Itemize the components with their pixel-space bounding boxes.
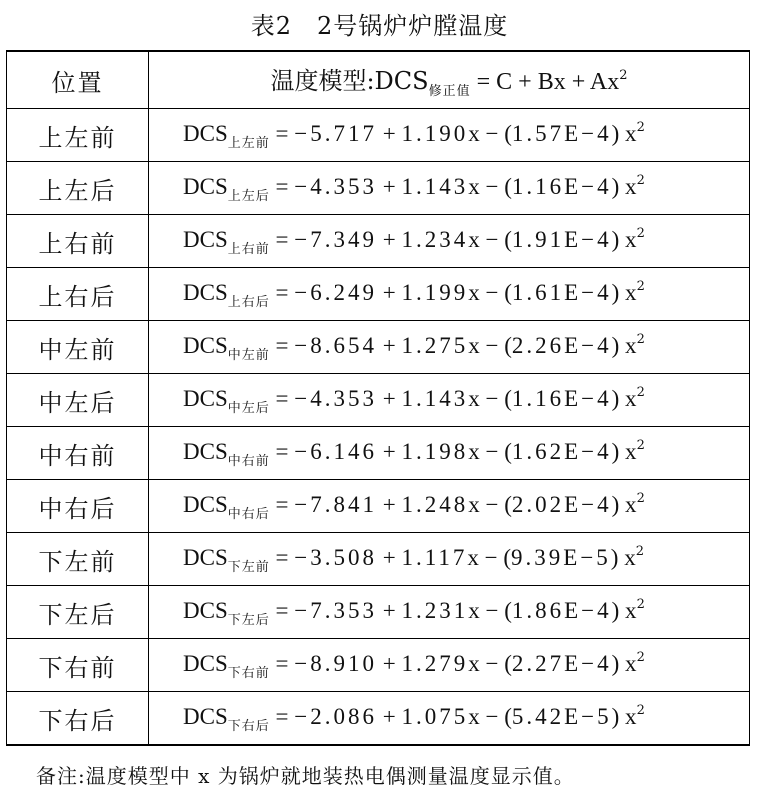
header-model [149, 51, 750, 109]
formula-b: 1.198 [401, 438, 469, 464]
formula-exponent: 2 [636, 649, 645, 665]
row-formula [149, 692, 750, 746]
formula-subscript: 上左后 [227, 188, 270, 204]
formula-subscript: 中左后 [227, 400, 270, 416]
formula-eq: = [269, 279, 295, 305]
header-model-formula: = C + Bx + Ax [470, 69, 620, 95]
formula-x2: ) x [611, 438, 637, 464]
formula-eq: = [269, 332, 295, 358]
row-formula [149, 374, 750, 427]
formula-a: 5.42E−5 [511, 703, 612, 729]
formula-dcs: DCS [183, 597, 228, 623]
row-position: 中右后 [7, 480, 149, 533]
formula-exponent: 2 [635, 543, 644, 559]
formula-eq: = [269, 120, 295, 146]
formula-subscript: 下右后 [227, 718, 270, 734]
row-position: 下左前 [7, 533, 149, 586]
formula-eq: = [269, 438, 295, 464]
header-model-exponent: 2 [619, 68, 628, 83]
header-position: 位置 [7, 51, 149, 109]
formula-x-minus: x − ( [468, 120, 512, 146]
formula-eq: = [269, 385, 295, 411]
formula-b: 1.234 [401, 226, 469, 252]
formula-a: 2.26E−4 [511, 332, 612, 358]
formula-a: 2.27E−4 [511, 650, 612, 676]
formula-a: 9.39E−5 [511, 544, 611, 570]
table-footnote: 备注:温度模型中 x 为锅炉就地装热电偶测量温度显示值。 [36, 764, 575, 788]
formula-x2: ) x [611, 226, 637, 252]
row-formula [149, 268, 750, 321]
row-formula [149, 639, 750, 692]
table-row [7, 533, 750, 586]
formula-x-minus: x − ( [468, 332, 512, 358]
formula-c: −7.353 [294, 597, 377, 623]
table-row [7, 480, 750, 533]
formula-c: −7.841 [294, 491, 377, 517]
formula-c: −6.249 [294, 279, 377, 305]
formula-plus: + [376, 226, 402, 252]
formula-x2: ) x [611, 332, 637, 358]
formula-x2: ) x [611, 597, 637, 623]
formula-x2: ) x [611, 491, 637, 517]
row-formula [149, 480, 750, 533]
formula-a: 1.86E−4 [511, 597, 612, 623]
header-model-subscript: 修正值 [428, 84, 471, 99]
formula-a: 1.16E−4 [511, 173, 612, 199]
formula-exponent: 2 [636, 119, 645, 135]
formula-x2: ) x [611, 279, 637, 305]
formula-plus: + [376, 385, 402, 411]
formula-dcs: DCS [183, 650, 228, 676]
row-formula [149, 321, 750, 374]
formula-b: 1.143 [401, 173, 469, 199]
formula-plus: + [376, 438, 402, 464]
formula-b: 1.279 [401, 650, 469, 676]
formula-exponent: 2 [636, 384, 645, 400]
formula-dcs: DCS [183, 173, 228, 199]
formula-exponent: 2 [636, 225, 645, 241]
table-row [7, 374, 750, 427]
formula-subscript: 上左前 [227, 135, 270, 151]
formula-c: −6.146 [294, 438, 377, 464]
formula-subscript: 中左前 [227, 347, 270, 363]
row-position: 中左前 [7, 321, 149, 374]
formula-x-minus: x − ( [468, 279, 512, 305]
formula-x-minus: x − ( [467, 544, 512, 570]
formula-eq: = [269, 703, 295, 729]
formula-dcs: DCS [183, 491, 228, 517]
formula-exponent: 2 [636, 437, 645, 453]
row-position: 中右前 [7, 427, 149, 480]
row-position: 上左前 [7, 109, 149, 162]
formula-c: −5.717 [294, 120, 377, 146]
formula-b: 1.199 [401, 279, 469, 305]
formula-x2: ) x [610, 544, 636, 570]
row-formula [149, 533, 750, 586]
formula-plus: + [376, 120, 402, 146]
formula-dcs: DCS [183, 120, 228, 146]
formula-a: 1.61E−4 [511, 279, 612, 305]
table-row [7, 639, 750, 692]
formula-x-minus: x − ( [468, 703, 512, 729]
formula-plus: + [376, 650, 402, 676]
formula-c: −8.910 [294, 650, 377, 676]
formula-dcs: DCS [183, 226, 228, 252]
formula-a: 2.02E−4 [511, 491, 612, 517]
formula-b: 1.275 [401, 332, 469, 358]
table-row [7, 586, 750, 639]
formula-c: −8.654 [294, 332, 377, 358]
header-model-prefix: 温度模型:DCS [270, 67, 429, 95]
formula-b: 1.190 [401, 120, 469, 146]
formula-x-minus: x − ( [468, 438, 512, 464]
formula-exponent: 2 [636, 172, 645, 188]
table-header-row [7, 51, 750, 109]
formula-plus: + [376, 544, 402, 570]
row-formula [149, 162, 750, 215]
formula-c: −2.086 [294, 703, 377, 729]
formula-x-minus: x − ( [468, 650, 512, 676]
formula-a: 1.57E−4 [511, 120, 612, 146]
table-row [7, 692, 750, 746]
table-caption: 表2 2号锅炉炉膛温度 [250, 12, 509, 40]
formula-plus: + [376, 597, 402, 623]
formula-a: 1.91E−4 [511, 226, 612, 252]
formula-x-minus: x − ( [468, 385, 512, 411]
formula-exponent: 2 [636, 490, 645, 506]
row-position: 下右后 [7, 692, 149, 746]
formula-subscript: 中右后 [227, 506, 270, 522]
formula-eq: = [269, 173, 295, 199]
formula-c: −3.508 [294, 544, 377, 570]
formula-plus: + [376, 279, 402, 305]
table-row [7, 268, 750, 321]
formula-dcs: DCS [183, 279, 228, 305]
formula-dcs: DCS [183, 332, 228, 358]
formula-a: 1.16E−4 [511, 385, 612, 411]
formula-plus: + [376, 703, 402, 729]
formula-b: 1.248 [401, 491, 469, 517]
row-position: 中左后 [7, 374, 149, 427]
formula-eq: = [269, 597, 295, 623]
formula-dcs: DCS [183, 438, 228, 464]
formula-b: 1.117 [401, 544, 468, 570]
row-position: 上左后 [7, 162, 149, 215]
formula-dcs: DCS [183, 385, 228, 411]
formula-eq: = [269, 650, 295, 676]
formula-x2: ) x [611, 650, 637, 676]
table-row [7, 427, 750, 480]
formula-plus: + [376, 332, 402, 358]
formula-b: 1.075 [401, 703, 469, 729]
row-formula [149, 215, 750, 268]
formula-subscript: 上右后 [227, 294, 270, 310]
formula-exponent: 2 [636, 596, 645, 612]
temperature-model-table [6, 50, 750, 746]
table-row [7, 109, 750, 162]
formula-eq: = [269, 226, 295, 252]
table-row [7, 162, 750, 215]
formula-x-minus: x − ( [468, 597, 512, 623]
row-position: 下左后 [7, 586, 149, 639]
formula-subscript: 中右前 [227, 453, 270, 469]
row-position: 下右前 [7, 639, 149, 692]
formula-subscript: 下右前 [227, 665, 270, 681]
formula-x2: ) x [611, 385, 637, 411]
formula-exponent: 2 [636, 702, 645, 718]
formula-c: −7.349 [294, 226, 377, 252]
formula-plus: + [376, 173, 402, 199]
row-formula [149, 427, 750, 480]
formula-a: 1.62E−4 [511, 438, 612, 464]
formula-c: −4.353 [294, 385, 377, 411]
row-formula [149, 109, 750, 162]
table-row [7, 321, 750, 374]
row-position: 上右后 [7, 268, 149, 321]
formula-eq: = [269, 491, 295, 517]
formula-subscript: 下左前 [227, 559, 270, 575]
formula-subscript: 下左后 [227, 612, 270, 628]
formula-x2: ) x [611, 703, 637, 729]
formula-b: 1.143 [401, 385, 469, 411]
formula-exponent: 2 [636, 278, 645, 294]
formula-eq: = [269, 544, 295, 570]
formula-x-minus: x − ( [468, 491, 512, 517]
formula-x2: ) x [611, 173, 637, 199]
formula-dcs: DCS [183, 544, 228, 570]
formula-c: −4.353 [294, 173, 377, 199]
formula-plus: + [376, 491, 402, 517]
formula-x-minus: x − ( [468, 173, 512, 199]
formula-x2: ) x [611, 120, 637, 146]
row-position: 上右前 [7, 215, 149, 268]
formula-dcs: DCS [183, 703, 228, 729]
row-formula [149, 586, 750, 639]
formula-b: 1.231 [401, 597, 469, 623]
table-row [7, 215, 750, 268]
formula-subscript: 上右前 [227, 241, 270, 257]
formula-exponent: 2 [636, 331, 645, 347]
formula-x-minus: x − ( [468, 226, 512, 252]
